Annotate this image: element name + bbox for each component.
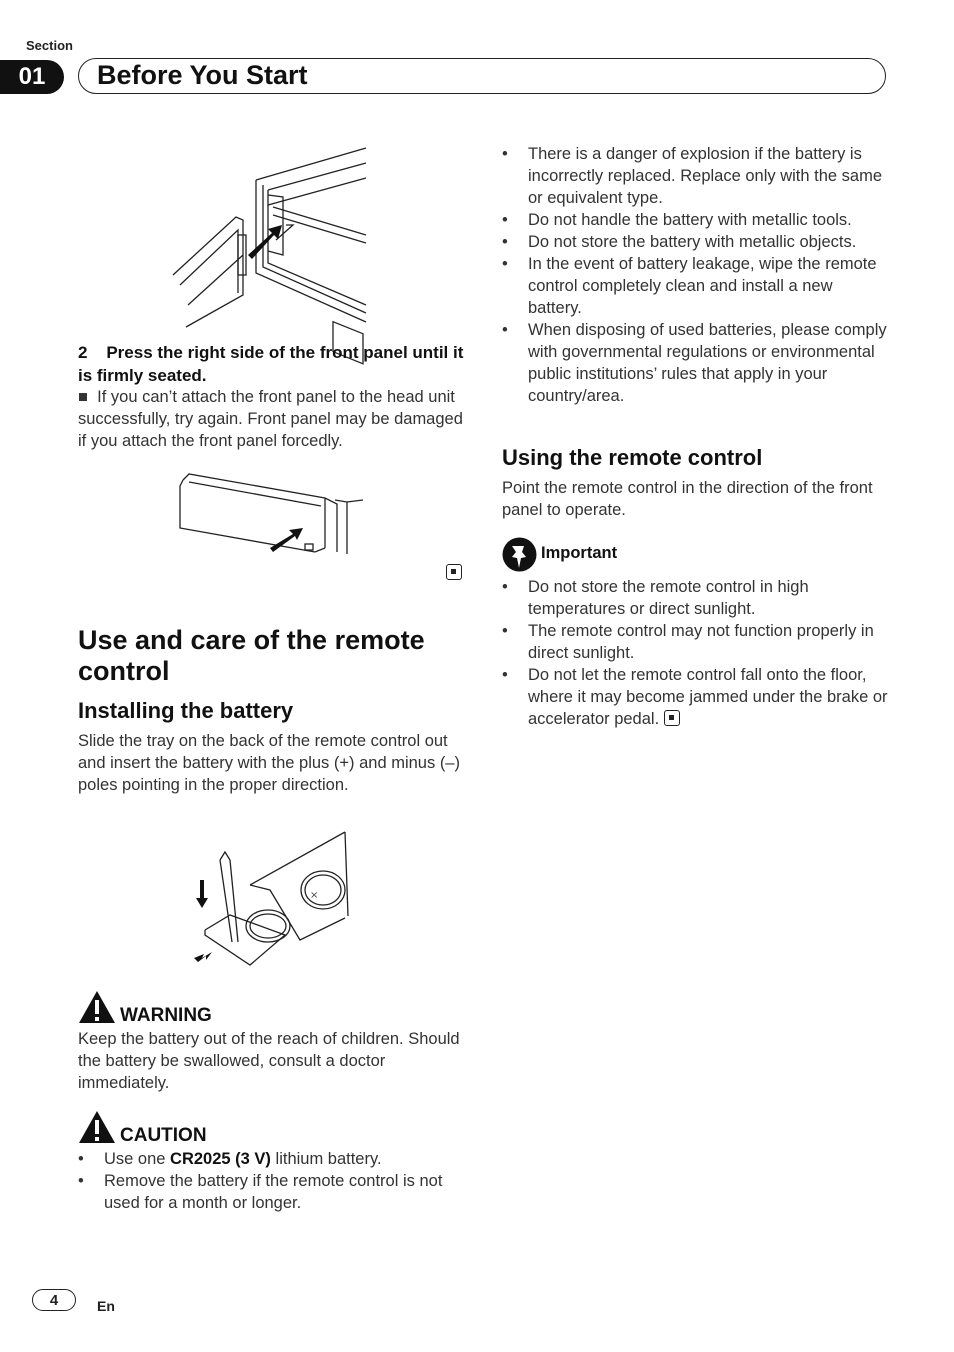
warning-title: WARNING xyxy=(120,1005,212,1026)
end-mark-1 xyxy=(446,564,462,583)
remote-instructions: Point the remote control in the direction of the front panel to operate. xyxy=(502,479,873,519)
battery-instructions: Slide the tray on the back of the remote control out and insert the battery with the plus (+) and minus (–) poles pointing in the proper direction. xyxy=(78,732,460,794)
list-item: • Do not handle the battery with metallic tools. xyxy=(502,211,852,229)
important-list xyxy=(502,576,892,730)
list-item: • Do not store the remote control in high temperatures or direct sunlight. xyxy=(502,578,809,618)
important-title: Important xyxy=(541,544,618,562)
caution-item: • Remove the battery if the remote control is not used for a month or longer. xyxy=(78,1172,443,1212)
remote-heading: Using the remote control xyxy=(502,445,763,470)
caution-list xyxy=(78,1148,468,1214)
page-title: Before You Start xyxy=(97,60,308,90)
page-number: 4 xyxy=(32,1289,76,1311)
list-item: • When disposing of used batteries, please comply with governmental regulations or environmental public institutions’ rules that apply in your country/area. xyxy=(502,321,887,405)
language-label: En xyxy=(97,1298,115,1314)
battery-safety-list xyxy=(502,143,890,407)
important-icon xyxy=(502,537,537,572)
svg-text:×: × xyxy=(310,890,319,901)
press-front-panel-illustration xyxy=(175,470,370,556)
caution-item: • Use one CR2025 (3 V) lithium battery. xyxy=(78,1150,382,1168)
warning-icon xyxy=(78,990,116,1024)
battery-tray-illustration xyxy=(190,830,355,970)
front-panel-attach-illustration xyxy=(168,145,372,327)
step-2-instruction: 2 Press the right side of the front panel until it is firmly seated. xyxy=(78,343,464,385)
list-item: • The remote control may not function properly in direct sunlight. xyxy=(502,622,874,662)
section-label: Section xyxy=(26,38,73,53)
section-heading: Use and care of the remote control xyxy=(78,625,425,686)
caution-title: CAUTION xyxy=(120,1125,207,1146)
list-item: • There is a danger of explosion if the battery is incorrectly replaced. Replace only with the same or equivalent type. xyxy=(502,145,883,207)
warning-text: Keep the battery out of the reach of children. Should the battery be swallowed, consult a doctor immediately. xyxy=(78,1030,460,1092)
section-number-badge: 01 xyxy=(0,60,64,94)
list-item: • Do not store the battery with metallic objects. xyxy=(502,233,857,251)
caution-icon xyxy=(78,1110,116,1144)
step-2-note: ■ If you can’t attach the front panel to the head unit successfully, try again. Front panel may be damaged if you attach the front panel forcedly. xyxy=(78,388,463,450)
battery-heading: Installing the battery xyxy=(78,698,294,723)
list-item: • Do not let the remote control fall onto the floor, where it may become jammed under the brake or accelerator pedal. xyxy=(502,666,888,728)
end-mark-2 xyxy=(664,710,680,726)
list-item: • In the event of battery leakage, wipe the remote control completely clean and install a new battery. xyxy=(502,255,877,317)
